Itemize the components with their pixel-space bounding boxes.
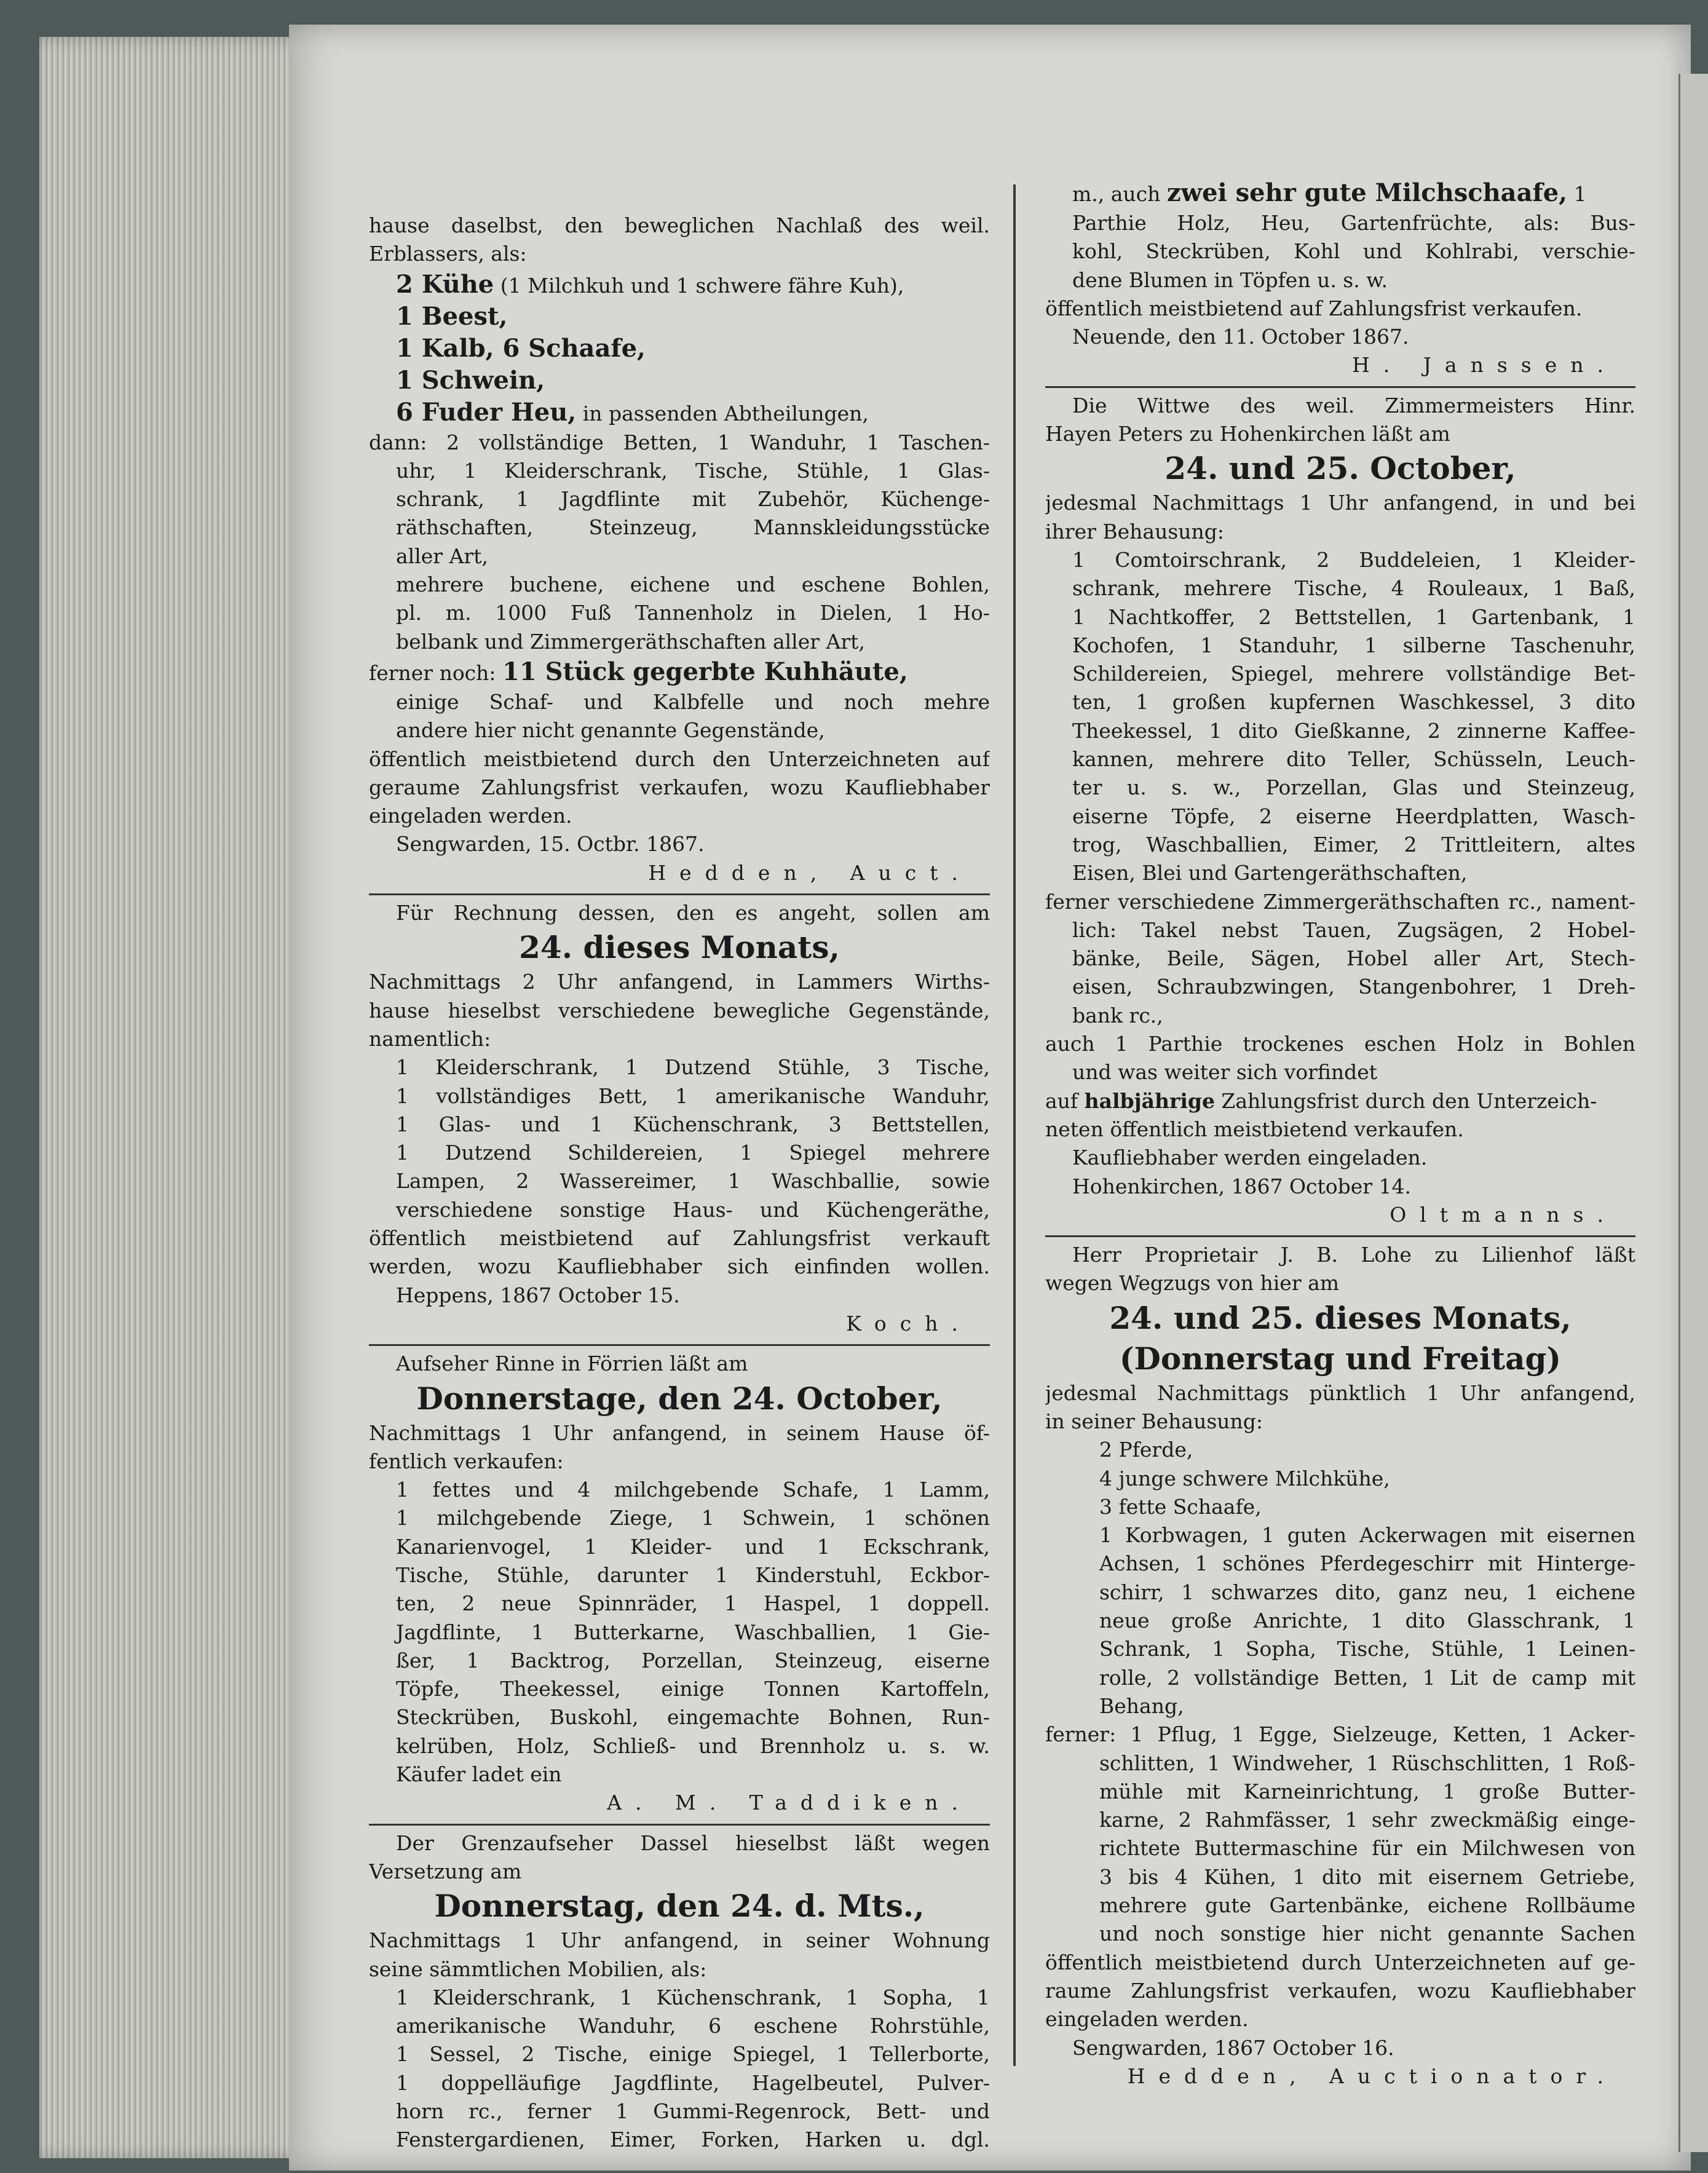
- text-line: karne, 2 Rahmfässer, 1 sehr zweckmäßig einge-: [1099, 1808, 1635, 1832]
- notice-separator: [369, 893, 990, 895]
- item-calf-sheep: 1 Kalb, 6 Schaafe,: [396, 333, 646, 363]
- text-line: Jagdflinte, 1 Butterkarne, Waschballien, 1 Gie-: [396, 1620, 990, 1644]
- text-line: dene Blumen in Töpfen u. s. w.: [1072, 267, 1388, 292]
- text-line: öffentlich meistbietend auf Zahlungsfrist verkauft: [369, 1226, 990, 1251]
- text-line: pl. m. 1000 Fuß Tannenholz in Dielen, 1 Ho-: [396, 601, 990, 625]
- text-line: Nachmittags 1 Uhr anfangend, in seiner Wohnung: [369, 1928, 990, 1953]
- text-line: kohl, Steckrüben, Kohl und Kohlrabi, verschie-: [1072, 239, 1635, 264]
- notice-headline: Donnerstag, den 24. d. Mts.,: [434, 1888, 925, 1925]
- text-line: Kaufliebhaber werden eingeladen.: [1072, 1146, 1428, 1170]
- text-line: auf: [1045, 1088, 1085, 1113]
- text-line: trog, Waschballien, Eimer, 2 Trittleitern, altes: [1072, 832, 1635, 857]
- text-line: Behang,: [1099, 1693, 1184, 1718]
- text-line: Schildereien, Spiegel, mehrere vollständige Bet-: [1072, 662, 1635, 686]
- text-line: ferner: 1 Pflug, 1 Egge, Sielzeuge, Ketten, 1 Acker-: [1045, 1722, 1635, 1747]
- notice-signature: Hedden, Auct.: [648, 860, 971, 885]
- text-line: 1: [1567, 182, 1587, 206]
- text-line: Herr Proprietair J. B. Lohe zu Lilienhof läßt: [1072, 1243, 1635, 1267]
- notice-sale-heppens: [369, 899, 990, 1338]
- notice-sale-foerrien: [369, 1350, 990, 1817]
- text-line: Tische, Stühle, darunter 1 Kinderstuhl, Eckbor-: [396, 1562, 990, 1587]
- text-line: Schrank, 1 Sopha, Tische, Stühle, 1 Leinen-: [1099, 1637, 1635, 1661]
- emphasis-halbjaehrige: halbjährige: [1084, 1088, 1215, 1113]
- text-line: 1 Dutzend Schildereien, 1 Spiegel mehrere: [396, 1141, 990, 1165]
- text-line: lich: Takel nebst Tauen, Zugsägen, 2 Hobel-: [1072, 917, 1635, 942]
- text-line: Fenstergardienen, Eimer, Forken, Harken u. dgl.: [396, 2127, 990, 2152]
- text-line: schrank, 1 Jagdflinte mit Zubehör, Küchenge-: [396, 487, 990, 512]
- text-line: Kanarienvogel, 1 Kleider- und 1 Eckschrank,: [396, 1534, 990, 1559]
- notice-headline: 24. und 25. dieses Monats,: [1109, 1299, 1572, 1336]
- text-line: 1 Sessel, 2 Tische, einige Spiegel, 1 Tellerborte,: [396, 2042, 990, 2067]
- text-line: Parthie Holz, Heu, Gartenfrüchte, als: Bus-: [1072, 211, 1635, 235]
- notice-sale-dassel: [369, 1829, 990, 2155]
- text-line: horn rc., ferner 1 Gummi-Regenrock, Bett- und: [396, 2099, 990, 2124]
- text-line: 1 Kleiderschrank, 1 Küchenschrank, 1 Sopha, 1: [396, 1985, 990, 2009]
- item-cows: 2 Kühe: [396, 269, 494, 299]
- text-line: uhr, 1 Kleiderschrank, Tische, Stühle, 1 Glas-: [396, 458, 990, 483]
- text-line: (1 Milchkuh und 1 schwere fähre Kuh),: [494, 273, 904, 298]
- text-line: ihrer Behausung:: [1045, 519, 1225, 544]
- text-line: aller Art,: [396, 544, 488, 568]
- text-line: räthschaften, Steinzeug, Mannskleidungsstücke: [396, 515, 990, 540]
- text-line: seine sämmtlichen Mobilien, als:: [369, 1957, 707, 1981]
- text-line: mehrere buchene, eichene und eschene Bohlen,: [396, 572, 990, 597]
- notice-date: Hohenkirchen, 1867 October 14.: [1072, 1174, 1412, 1198]
- notice-date: Sengwarden, 15. Octbr. 1867.: [396, 832, 705, 857]
- notice-signature: Hedden, Auctionator.: [1127, 2064, 1617, 2088]
- text-line: namentlich:: [369, 1026, 491, 1051]
- notice-separator: [1045, 386, 1635, 388]
- item-cowhides: 11 Stück gegerbte Kuhhäute,: [502, 657, 908, 686]
- text-line: wegen Wegzugs von hier am: [1045, 1271, 1340, 1296]
- notice-separator: [1045, 1235, 1635, 1237]
- text-line: ferner verschiedene Zimmergeräthschaften rc., nament-: [1045, 889, 1635, 914]
- text-line: hause hieselbst verschiedene bewegliche Gegenstände,: [369, 998, 990, 1023]
- text-line: Für Rechnung dessen, den es angeht, sollen am: [396, 901, 990, 925]
- notice-sale-neuende: [1045, 177, 1635, 380]
- text-line: 1 Kleiderschrank, 1 Dutzend Stühle, 3 Tische,: [396, 1055, 990, 1080]
- text-line: schrank, mehrere Tische, 4 Rouleaux, 1 Baß,: [1072, 576, 1635, 601]
- notice-signature: A. M. Taddiken.: [607, 1791, 971, 1815]
- text-line: mehrere gute Gartenbänke, eichene Rollbäume: [1099, 1893, 1635, 1918]
- text-line: 1 milchgebende Ziege, 1 Schwein, 1 schönen: [396, 1506, 990, 1530]
- text-line: Töpfe, Theekessel, einige Tonnen Kartoffeln,: [396, 1677, 990, 1701]
- text-line: in seiner Behausung:: [1045, 1409, 1263, 1433]
- text-line: richtete Buttermaschine für ein Milchwesen von: [1099, 1836, 1635, 1861]
- text-line: Steckrüben, Buskohl, eingemachte Bohnen, Run-: [396, 1705, 990, 1730]
- text-line: neten öffentlich meistbietend verkaufen.: [1045, 1117, 1464, 1141]
- notice-headline: 24. dieses Monats,: [519, 929, 840, 966]
- right-column: [1045, 177, 1635, 2091]
- column-divider: [1013, 184, 1016, 2066]
- text-line: geraume Zahlungsfrist verkaufen, wozu Kaufliebhaber: [369, 775, 990, 799]
- text-line: Käufer ladet ein: [396, 1762, 562, 1787]
- text-line: 1 Comtoirschrank, 2 Buddeleien, 1 Kleider-: [1072, 547, 1635, 572]
- text-line: m., auch: [1072, 182, 1167, 206]
- text-line: eiserne Töpfe, 2 eiserne Heerdplatten, Wasch-: [1072, 804, 1635, 828]
- notice-subheadline: (Donnerstag und Freitag): [1119, 1340, 1562, 1377]
- notice-date: Sengwarden, 1867 October 16.: [1072, 2035, 1394, 2060]
- notice-separator: [369, 1824, 990, 1826]
- text-line: hause daselbst, den beweglichen Nachlaß des weil.: [369, 213, 990, 237]
- text-line: ter u. s. w., Porzellan, Glas und Steinzeug,: [1072, 775, 1635, 800]
- text-line: Nachmittags 1 Uhr anfangend, in seinem Hause öf-: [369, 1420, 990, 1445]
- text-line: raume Zahlungsfrist verkaufen, wozu Kaufliebhaber: [1045, 1978, 1635, 2003]
- item-hay: 6 Fuder Heu,: [396, 397, 577, 427]
- text-line: kelrüben, Holz, Schließ- und Brennholz u. s. w.: [396, 1733, 990, 1758]
- text-line: auch 1 Parthie trockenes eschen Holz in Bohlen: [1045, 1032, 1635, 1056]
- item-milk-sheep: zwei sehr gute Milchschaafe,: [1166, 178, 1568, 207]
- text-line: öffentlich meistbietend auf Zahlungsfrist verkaufen.: [1045, 296, 1583, 320]
- text-line: Achsen, 1 schönes Pferdegeschirr mit Hinterge-: [1099, 1551, 1635, 1576]
- text-line: eingeladen werden.: [369, 804, 572, 828]
- notice-signature: Koch.: [846, 1311, 971, 1336]
- text-line: Versetzung am: [369, 1859, 522, 1883]
- text-line: öffentlich meistbietend durch Unterzeichneten auf ge-: [1045, 1950, 1635, 1974]
- notice-signature: Oltmanns.: [1390, 1202, 1617, 1227]
- text-line: bank rc.,: [1072, 1003, 1163, 1027]
- book-page-edges: [39, 37, 328, 2158]
- text-line: 1 Glas- und 1 Küchenschrank, 3 Bettstellen,: [396, 1112, 990, 1136]
- text-line: jedesmal Nachmittags pünktlich 1 Uhr anfangend,: [1045, 1380, 1635, 1405]
- text-line: und was weiter sich vorfindet: [1072, 1060, 1378, 1085]
- text-line: neue große Anrichte, 1 dito Glasschrank, 1: [1099, 1609, 1635, 1633]
- text-line: belbank und Zimmergeräthschaften aller Art,: [396, 629, 865, 654]
- text-line: und noch sonstige hier nicht genannte Sachen: [1099, 1922, 1635, 1946]
- text-line: kannen, mehrere dito Teller, Schüsseln, Leuch-: [1072, 747, 1635, 772]
- notice-headline: Donnerstage, den 24. October,: [416, 1380, 943, 1417]
- text-line: andere hier nicht genannte Gegenstände,: [396, 718, 825, 743]
- text-line: 3 bis 4 Kühen, 1 dito mit eisernem Getriebe,: [1099, 1864, 1635, 1889]
- notice-sale-lilienhof: [1045, 1241, 1635, 2091]
- text-line: ten, 2 neue Spinnräder, 1 Haspel, 1 doppell.: [396, 1591, 990, 1616]
- text-line: werden, wozu Kaufliebhaber sich einfinden wollen.: [369, 1254, 990, 1279]
- notice-date: Heppens, 1867 October 15.: [396, 1283, 680, 1307]
- text-line: ten, 1 großen kupfernen Waschkessel, 3 dito: [1072, 690, 1635, 714]
- text-line: 1 fettes und 4 milchgebende Schafe, 1 Lamm,: [396, 1478, 990, 1502]
- left-column: [369, 212, 990, 2155]
- text-line: Zahlungsfrist durch den Unterzeich-: [1214, 1088, 1597, 1113]
- notice-headline: 24. und 25. October,: [1164, 450, 1516, 487]
- notice-signature: H. Janssen.: [1351, 353, 1617, 378]
- text-line: verschiedene sonstige Haus- und Küchengeräthe,: [396, 1197, 990, 1222]
- text-line: Kochofen, 1 Standuhr, 1 silberne Taschenuhr,: [1072, 633, 1635, 657]
- notice-separator: [369, 1344, 990, 1346]
- item-pig: 1 Schwein,: [396, 365, 545, 395]
- text-line: amerikanische Wanduhr, 6 eschene Rohrstühle,: [396, 2014, 990, 2038]
- text-line: Die Wittwe des weil. Zimmermeisters Hinr.: [1072, 393, 1635, 418]
- item-beest: 1 Beest,: [396, 301, 508, 331]
- text-line: in passenden Abtheilungen,: [576, 401, 869, 425]
- text-line: fentlich verkaufen:: [369, 1449, 564, 1473]
- text-line: 1 Nachtkoffer, 2 Bettstellen, 1 Gartenbank, 1: [1072, 604, 1635, 629]
- facing-page-edge: [1678, 74, 1708, 2152]
- text-line: Eisen, Blei und Gartengeräthschaften,: [1072, 861, 1468, 885]
- text-line: ferner noch:: [369, 660, 503, 685]
- text-line: 2 Pferde,: [1099, 1438, 1193, 1462]
- text-line: eingeladen werden.: [1045, 2007, 1249, 2032]
- notice-estate-sale-sengwarden: [369, 212, 990, 887]
- text-line: eisen, Schraubzwingen, Stangenbohrer, 1 Dreh-: [1072, 975, 1635, 999]
- text-line: 3 fette Schaafe,: [1099, 1494, 1262, 1519]
- text-line: öffentlich meistbietend durch den Unterzeichneten auf: [369, 746, 990, 771]
- text-line: 4 junge schwere Milchkühe,: [1099, 1466, 1390, 1490]
- text-line: schirr, 1 schwarzes dito, ganz neu, 1 eichene: [1099, 1580, 1635, 1604]
- text-line: 1 vollständiges Bett, 1 amerikanische Wanduhr,: [396, 1083, 990, 1108]
- text-line: bänke, Beile, Sägen, Hobel aller Art, Stech-: [1072, 946, 1635, 971]
- text-line: 1 Korbwagen, 1 guten Ackerwagen mit eisernen: [1099, 1523, 1635, 1548]
- notice-date: Neuende, den 11. October 1867.: [1072, 325, 1409, 349]
- text-line: Theekessel, 1 dito Gießkanne, 2 zinnerne Kaffee-: [1072, 718, 1635, 743]
- text-line: rolle, 2 vollständige Betten, 1 Lit de camp mit: [1099, 1665, 1635, 1690]
- text-line: Der Grenzaufseher Dassel hieselbst läßt wegen: [396, 1831, 990, 1855]
- text-line: jedesmal Nachmittags 1 Uhr anfangend, in und bei: [1045, 491, 1635, 515]
- text-line: ßer, 1 Backtrog, Porzellan, Steinzeug, eiserne: [396, 1648, 990, 1672]
- text-line: 1 doppelläufige Jagdflinte, Hagelbeutel, Pulver-: [396, 2070, 990, 2095]
- text-line: Aufseher Rinne in Förrien läßt am: [396, 1352, 748, 1376]
- text-line: einige Schaf- und Kalbfelle und noch mehre: [396, 689, 990, 714]
- text-line: Nachmittags 2 Uhr anfangend, in Lammers Wirths-: [369, 970, 990, 994]
- notice-sale-hohenkirchen: [1045, 392, 1635, 1229]
- text-line: Lampen, 2 Wassereimer, 1 Waschballie, sowie: [396, 1169, 990, 1193]
- text-line: Hayen Peters zu Hohenkirchen läßt am: [1045, 422, 1450, 446]
- text-line: Erblassers, als:: [369, 242, 527, 266]
- text-line: schlitten, 1 Windweher, 1 Rüschschlitten, 1 Roß-: [1099, 1751, 1635, 1775]
- text-line: dann: 2 vollständige Betten, 1 Wanduhr, 1 Taschen-: [369, 430, 990, 454]
- text-line: mühle mit Karneinrichtung, 1 große Butter-: [1099, 1779, 1635, 1803]
